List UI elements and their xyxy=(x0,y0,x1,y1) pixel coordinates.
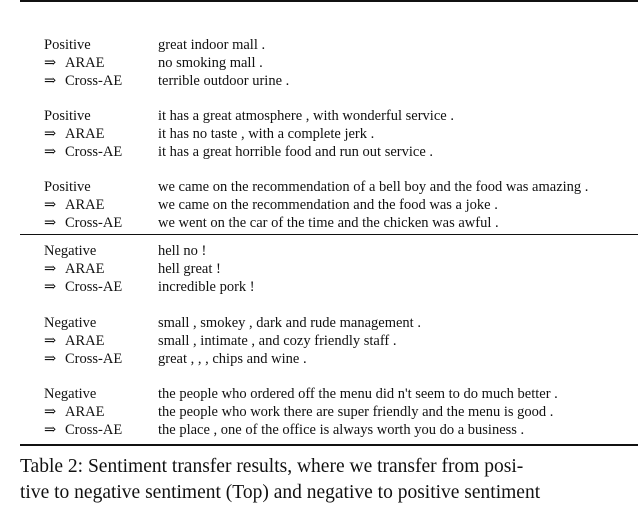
table-caption xyxy=(20,454,640,506)
row-label xyxy=(44,350,122,368)
implies-arrow-icon: ⇒ xyxy=(44,351,57,367)
row-label xyxy=(44,125,104,143)
row-sentence: the place , one of the office is always worth you do a business . xyxy=(158,422,525,438)
table-top-rule xyxy=(20,0,638,2)
implies-arrow-icon: ⇒ xyxy=(44,55,57,71)
row-sentence: we went on the car of the time and the chicken was awful . xyxy=(158,215,499,231)
table-row xyxy=(0,107,640,125)
row-label-text: Cross-AE xyxy=(65,144,123,160)
row-label-text: ARAE xyxy=(65,197,105,213)
row-label xyxy=(44,214,122,232)
caption-line-2: tive to negative sentiment (Top) and negative to positive sentiment xyxy=(20,482,541,503)
row-sentence: the people who work there are super friendly and the menu is good . xyxy=(158,404,554,420)
row-sentence: great , , , chips and wine . xyxy=(158,351,307,367)
row-sentence: it has a great horrible food and run out service . xyxy=(158,144,434,160)
row-label-text: Cross-AE xyxy=(65,73,123,89)
row-label-text: Negative xyxy=(44,315,97,331)
implies-arrow-icon: ⇒ xyxy=(44,144,57,160)
row-label xyxy=(44,107,91,125)
row-label xyxy=(44,260,104,278)
row-label-text: Positive xyxy=(44,108,91,124)
table-row xyxy=(0,242,640,260)
row-label xyxy=(44,403,104,421)
row-label-text: Cross-AE xyxy=(65,351,123,367)
row-label xyxy=(44,385,96,403)
row-sentence: the people who ordered off the menu did n't seem to do much better . xyxy=(158,386,558,402)
row-label xyxy=(44,332,104,350)
row-label-text: Cross-AE xyxy=(65,279,123,295)
row-sentence: we came on the recommendation and the food was a joke . xyxy=(158,197,498,213)
row-label-text: Positive xyxy=(44,37,91,53)
table-row xyxy=(0,178,640,196)
implies-arrow-icon: ⇒ xyxy=(44,333,57,349)
row-label-text: ARAE xyxy=(65,55,105,71)
row-sentence: incredible pork ! xyxy=(158,279,255,295)
table-row xyxy=(0,314,640,332)
caption-line-1: Table 2: Sentiment transfer results, where we transfer from posi- xyxy=(20,456,524,477)
implies-arrow-icon: ⇒ xyxy=(44,197,57,213)
row-label-text: Cross-AE xyxy=(65,422,123,438)
implies-arrow-icon: ⇒ xyxy=(44,279,57,295)
table-row xyxy=(0,260,640,278)
table-row xyxy=(0,350,640,368)
row-sentence: it has a great atmosphere , with wonderful service . xyxy=(158,108,454,124)
row-sentence: hell no ! xyxy=(158,243,207,259)
table-row xyxy=(0,385,640,403)
table-row xyxy=(0,196,640,214)
row-label xyxy=(44,242,96,260)
row-label-text: ARAE xyxy=(65,126,105,142)
row-label xyxy=(44,54,104,72)
table-row xyxy=(0,36,640,54)
row-label xyxy=(44,421,122,439)
implies-arrow-icon: ⇒ xyxy=(44,404,57,420)
table-row xyxy=(0,214,640,232)
row-sentence: small , intimate , and cozy friendly staff . xyxy=(158,333,397,349)
row-label xyxy=(44,196,104,214)
row-sentence: hell great ! xyxy=(158,261,221,277)
implies-arrow-icon: ⇒ xyxy=(44,422,57,438)
row-label-text: Cross-AE xyxy=(65,215,123,231)
table-row xyxy=(0,278,640,296)
table-row xyxy=(0,125,640,143)
implies-arrow-icon: ⇒ xyxy=(44,73,57,89)
row-sentence: it has no taste , with a complete jerk . xyxy=(158,126,375,142)
table-row xyxy=(0,143,640,161)
row-sentence: great indoor mall . xyxy=(158,37,266,53)
table-row xyxy=(0,421,640,439)
table-row xyxy=(0,332,640,350)
row-sentence: we came on the recommendation of a bell boy and the food was amazing . xyxy=(158,179,589,195)
implies-arrow-icon: ⇒ xyxy=(44,261,57,277)
row-label-text: Positive xyxy=(44,179,91,195)
table-mid-rule xyxy=(20,234,638,235)
row-label xyxy=(44,178,91,196)
table-row xyxy=(0,54,640,72)
row-label-text: ARAE xyxy=(65,261,105,277)
row-sentence: small , smokey , dark and rude management . xyxy=(158,315,421,331)
row-label xyxy=(44,314,96,332)
row-label-text: ARAE xyxy=(65,404,105,420)
table-row xyxy=(0,403,640,421)
row-label xyxy=(44,143,122,161)
row-label xyxy=(44,72,122,90)
implies-arrow-icon: ⇒ xyxy=(44,126,57,142)
row-label-text: Negative xyxy=(44,386,97,402)
implies-arrow-icon: ⇒ xyxy=(44,215,57,231)
row-label xyxy=(44,36,91,54)
row-sentence: no smoking mall . xyxy=(158,55,263,71)
row-label-text: Negative xyxy=(44,243,97,259)
row-sentence: terrible outdoor urine . xyxy=(158,73,290,89)
table-row xyxy=(0,72,640,90)
row-label xyxy=(44,278,122,296)
row-label-text: ARAE xyxy=(65,333,105,349)
table-bottom-rule xyxy=(20,444,638,446)
